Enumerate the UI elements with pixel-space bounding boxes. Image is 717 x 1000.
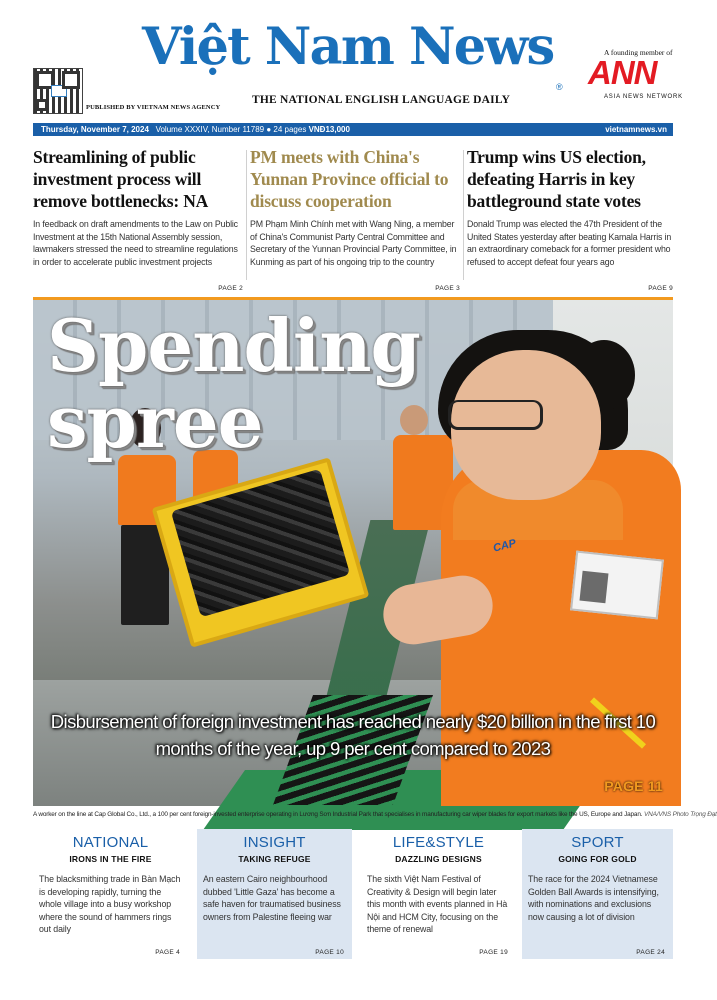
tagline: THE NATIONAL ENGLISH LANGUAGE DAILY	[252, 94, 511, 106]
section-summary: An eastern Cairo neighbourhood dubbed 'Little Gaza' has become a safe haven for traumatised business owners from Palestine fleeing war	[203, 874, 341, 922]
section-name[interactable]: INSIGHT	[243, 834, 306, 851]
brand-logo[interactable]: Việt Nam News	[142, 17, 554, 77]
story-summary: In feedback on draft amendments to the Law on Public Investment at the 15th National Assembly session, lawmakers stressed the need to streamline regulations in order to accelerate public investment projects	[33, 219, 238, 267]
hero-photo[interactable]	[33, 300, 673, 806]
section-name[interactable]: LIFE&STYLE	[392, 834, 485, 851]
story-summary: Donald Trump was elected the 47th President of the United States yesterday after beating Kamala Harris in an extraordinary comeback for a former president who refused to accept defeat four years ago	[467, 219, 672, 267]
story-page-ref[interactable]: PAGE 3	[435, 285, 460, 292]
section-page-ref[interactable]: PAGE 19	[479, 949, 508, 956]
story-page-ref[interactable]: PAGE 9	[648, 285, 673, 292]
top-story-trump[interactable]	[467, 146, 673, 292]
published-by: PUBLISHED BY VIETNAM NEWS AGENCY	[86, 104, 221, 111]
qr-code[interactable]	[33, 68, 83, 114]
price: VNĐ13,000	[308, 125, 350, 134]
section-insight[interactable]	[197, 829, 352, 959]
issue-volume: Volume XXXIV, Number 11789	[155, 125, 265, 134]
section-summary: The race for the 2024 Vietnamese Golden Ball Awards is intensifying, with nominations and exclusions now causing a lot of division	[528, 874, 659, 922]
top-story-pm-yunnan[interactable]	[250, 146, 460, 292]
hero-deck: Disbursement of foreign investment has reached nearly $20 billion in the first 10 months of the year, up 9 per cent compared to 2023	[50, 711, 656, 759]
section-national[interactable]	[33, 829, 188, 959]
section-name[interactable]: NATIONAL	[72, 834, 149, 851]
bullet: ●	[266, 125, 272, 134]
hero-title-line2: spree	[47, 379, 263, 464]
hero-title-line1: Spending	[47, 303, 420, 388]
hero-page-ref[interactable]: PAGE 11	[604, 778, 663, 794]
photo-credit: VNA/VNS Photo Trọng Đạt	[644, 811, 717, 818]
caption-text: A worker on the line at Cap Global Co., Ltd., a 100 per cent foreign-invested enterprise operating in Lương Sơn Industrial Park that specialises in manufacturing car wiper blades for export markets like the US, Europe and Japan.	[33, 811, 643, 818]
section-kicker: DAZZLING DESIGNS	[395, 854, 482, 864]
page-count: 24 pages	[273, 125, 307, 134]
section-kicker: IRONS IN THE FIRE	[69, 854, 152, 864]
registered-mark: ®	[556, 82, 563, 92]
top-story-na[interactable]	[33, 146, 243, 292]
ann-subtitle: ASIA NEWS NETWORK	[604, 94, 683, 100]
column-divider	[463, 150, 464, 280]
photo-caption	[33, 811, 717, 818]
column-divider	[246, 150, 247, 280]
site-url[interactable]: vietnamnews.vn	[605, 125, 667, 134]
story-headline[interactable]: Streamlining of public investment process will remove bottlenecks: NA	[33, 147, 209, 211]
story-page-ref[interactable]: PAGE 2	[218, 285, 243, 292]
section-kicker: TAKING REFUGE	[238, 854, 311, 864]
hero-title[interactable]	[47, 303, 420, 464]
story-summary: PM Phạm Minh Chính met with Wang Ning, a member of China's Communist Party Central Committee and Secretary of the Yunnan Provincial Party Committee, in Kunming as part of his ongoing trip to the country	[250, 219, 457, 267]
section-sport[interactable]	[522, 829, 673, 959]
ann-founding-text: A founding member of	[604, 48, 673, 57]
section-summary: The blacksmithing trade in Bàn Mạch is developing rapidly, turning the whole village into a busy workshop where the sound of hammers rings out daily	[39, 874, 181, 934]
issue-date: Thursday, November 7, 2024	[41, 125, 149, 134]
section-page-ref[interactable]: PAGE 10	[315, 949, 344, 956]
section-page-ref[interactable]: PAGE 4	[155, 949, 180, 956]
worker-glasses	[448, 400, 543, 430]
masthead	[0, 0, 707, 122]
section-name[interactable]: SPORT	[571, 834, 624, 851]
section-life-style[interactable]	[361, 829, 516, 959]
story-headline[interactable]: PM meets with China's Yunnan Province official to discuss cooperation	[250, 147, 449, 211]
shirt-logo: CAP	[491, 537, 518, 555]
date-bar	[33, 123, 673, 136]
section-page-ref[interactable]: PAGE 24	[636, 949, 665, 956]
ann-logo[interactable]: ANN	[588, 54, 657, 91]
section-summary: The sixth Việt Nam Festival of Creativity & Design will begin later this month with events planned in Hà Nội and HCM City, focusing on the theme of renewal	[367, 874, 508, 934]
section-kicker: GOING FOR GOLD	[558, 854, 637, 864]
id-badge-photo	[580, 571, 609, 604]
story-headline[interactable]: Trump wins US election, defeating Harris in key battleground state votes	[467, 147, 646, 211]
